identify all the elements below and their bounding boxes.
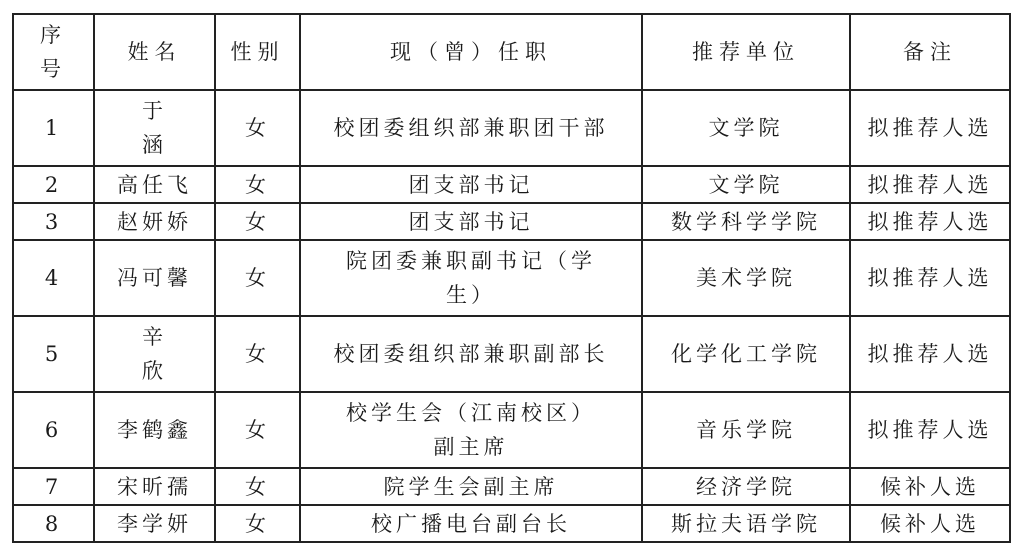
cell-unit: 经济学院: [642, 468, 850, 505]
header-no-line2: 号: [40, 57, 67, 81]
cell-unit: 斯拉夫语学院: [642, 505, 850, 542]
cell-no: 7: [13, 468, 94, 505]
cell-position: 院团委兼职副书记（学生）: [300, 240, 642, 316]
cell-note: 候补人选: [850, 505, 1010, 542]
cell-no: 5: [13, 316, 94, 392]
cell-position: 团支部书记: [300, 203, 642, 240]
cell-no: 1: [13, 90, 94, 166]
cell-name-line2: 涵: [142, 133, 167, 157]
cell-gender: 女: [215, 392, 300, 468]
cell-unit: 文学院: [642, 166, 850, 203]
cell-position: 团支部书记: [300, 166, 642, 203]
cell-position-line1: 校学生会（江南校区）: [346, 401, 596, 425]
cell-no: 2: [13, 166, 94, 203]
cell-gender: 女: [215, 316, 300, 392]
cell-unit: 数学科学学院: [642, 203, 850, 240]
cell-name: 冯可馨: [94, 240, 215, 316]
table-row: [13, 316, 1010, 392]
header-unit: 推荐单位: [642, 14, 850, 90]
table-row: [13, 505, 1010, 542]
table-row: [13, 392, 1010, 468]
table-row: [13, 203, 1010, 240]
cell-name-line1: 辛: [142, 325, 167, 349]
cell-name: 李学妍: [94, 505, 215, 542]
cell-name-line1: 于: [142, 99, 167, 123]
candidate-table-container: [12, 13, 1011, 543]
cell-no: 8: [13, 505, 94, 542]
cell-position: 校广播电台副台长: [300, 505, 642, 542]
cell-name: [94, 316, 215, 392]
cell-note: 拟推荐人选: [850, 392, 1010, 468]
cell-position: [300, 392, 642, 468]
cell-no: 6: [13, 392, 94, 468]
cell-gender: 女: [215, 203, 300, 240]
cell-gender: 女: [215, 166, 300, 203]
cell-note: 拟推荐人选: [850, 240, 1010, 316]
header-note: 备注: [850, 14, 1010, 90]
cell-unit: 文学院: [642, 90, 850, 166]
table-row: [13, 240, 1010, 316]
cell-note: 拟推荐人选: [850, 166, 1010, 203]
cell-note: 拟推荐人选: [850, 203, 1010, 240]
cell-position-line2: 副主席: [433, 435, 509, 459]
table-header-row: [13, 14, 1010, 90]
cell-no: 4: [13, 240, 94, 316]
table-row: [13, 468, 1010, 505]
cell-name: 高任飞: [94, 166, 215, 203]
table-row: [13, 166, 1010, 203]
cell-position: 校团委组织部兼职团干部: [300, 90, 642, 166]
cell-name: 宋昕孺: [94, 468, 215, 505]
cell-unit: 化学化工学院: [642, 316, 850, 392]
header-position: 现（曾）任职: [300, 14, 642, 90]
cell-gender: 女: [215, 240, 300, 316]
cell-no: 3: [13, 203, 94, 240]
header-no-line1: 序: [40, 23, 67, 47]
cell-gender: 女: [215, 90, 300, 166]
cell-note: 候补人选: [850, 468, 1010, 505]
cell-note: 拟推荐人选: [850, 316, 1010, 392]
header-gender: 性别: [215, 14, 300, 90]
candidate-table: [12, 13, 1011, 543]
cell-name: 李鹤鑫: [94, 392, 215, 468]
table-row: [13, 90, 1010, 166]
cell-note: 拟推荐人选: [850, 90, 1010, 166]
cell-position: 校团委组织部兼职副部长: [300, 316, 642, 392]
cell-position: 院学生会副主席: [300, 468, 642, 505]
cell-name: [94, 90, 215, 166]
header-name: 姓名: [94, 14, 215, 90]
cell-name: 赵妍娇: [94, 203, 215, 240]
cell-gender: 女: [215, 468, 300, 505]
cell-name-line2: 欣: [142, 359, 167, 383]
cell-unit: 音乐学院: [642, 392, 850, 468]
header-no: [13, 14, 94, 90]
cell-unit: 美术学院: [642, 240, 850, 316]
cell-gender: 女: [215, 505, 300, 542]
